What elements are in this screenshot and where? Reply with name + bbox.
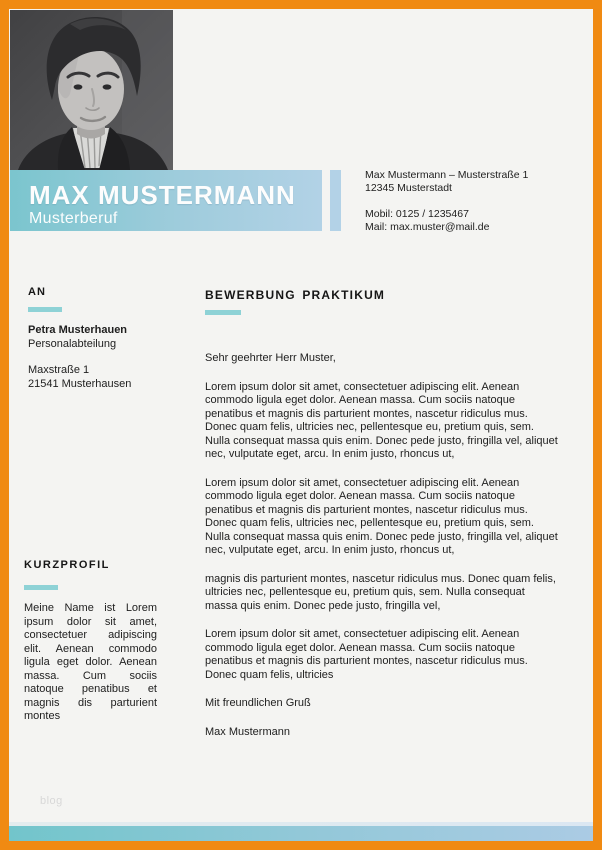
sender-mobile: Mobil: 0125 / 1235467	[365, 208, 469, 220]
letter-paragraph: Lorem ipsum dolor sit amet, consectetuer adipiscing elit. Aenean commodo ligula eget dolor. Aenean massa. Cum sociis natoque penatibus et magnis dis parturient montes, nascetur ridiculus mus. Donec quam felis, ultricies	[205, 628, 528, 681]
recipient-heading: AN	[28, 286, 46, 298]
profile-block	[24, 560, 157, 724]
sender-contact-block	[365, 169, 528, 234]
watermark-text: blog	[40, 795, 63, 807]
recipient-street: Maxstraße 1	[28, 364, 90, 376]
teal-rule	[205, 310, 241, 315]
letter-paragraph: magnis dis parturient montes, nascetur ridiculus mus. Donec quam felis, ultricies nec, pellentesque eu, pretium quis, sem. Nulla consequat massa quis enim. Donec pede justo, fringilla vel,	[205, 572, 556, 612]
letter-closing: Mit freundlichen Gruß	[205, 697, 311, 709]
recipient-city: 21541 Musterhausen	[28, 377, 132, 390]
spacer	[28, 351, 178, 364]
recipient-block	[28, 287, 178, 391]
sender-address-line1: Max Mustermann – Musterstraße 1	[365, 169, 529, 181]
spacer	[365, 195, 528, 208]
applicant-photo	[10, 10, 173, 170]
name-banner	[10, 170, 322, 231]
letter-paragraph: Lorem ipsum dolor sit amet, consectetuer adipiscing elit. Aenean commodo ligula eget dolor. Aenean massa. Cum sociis natoque penatibus et magnis dis parturient montes, nascetur ridiculus mus. Donec quam felis, ultricies nec, pellentesque eu, pretium quis, sem. Nulla consequat massa quis enim. Donec pede justo, fringilla vel, aliquet nec, vulputate eget, arcu. In enim justo, rhoncus ut,	[205, 476, 558, 556]
sender-mail: Mail: max.muster@mail.de	[365, 221, 490, 233]
applicant-job-title: Musterberuf	[29, 210, 118, 227]
profile-text: Meine Name ist Lorem ipsum dolor sit amet, consectetuer adipiscing elit. Aenean commodo ligula eget dolor. Aenean massa. Cum sociis natoque penatibus et magnis dis parturient montes	[24, 602, 157, 722]
portrait-photo-image	[10, 10, 173, 170]
profile-heading: KURZPROFIL	[24, 559, 110, 571]
footer-accent-bar	[9, 826, 593, 841]
letter-salutation: Sehr geehrter Herr Muster,	[205, 352, 336, 364]
letter-paragraph: Lorem ipsum dolor sit amet, consectetuer adipiscing elit. Aenean commodo ligula eget dolor. Aenean massa. Cum sociis natoque penatibus et magnis dis parturient montes, nascetur ridiculus mus. Donec quam felis, ultricies nec, pellentesque eu, pretium quis, sem. Nulla consequat massa quis enim. Donec pede justo, fringilla vel, aliquet nec, vulputate eget, arcu. In enim justo, rhoncus ut,	[205, 380, 558, 460]
banner-accent-bar	[330, 170, 341, 231]
teal-rule	[24, 585, 58, 590]
letter-body	[205, 289, 559, 739]
letter-signature: Max Mustermann	[205, 725, 290, 738]
teal-rule	[28, 307, 62, 312]
recipient-department: Personalabteilung	[28, 337, 117, 350]
applicant-name: MAX MUSTERMANN	[29, 180, 296, 210]
recipient-name: Petra Musterhauen	[28, 324, 128, 336]
sender-address-line2: 12345 Musterstadt	[365, 182, 452, 194]
letter-heading: BEWERBUNG PRAKTIKUM	[205, 288, 386, 302]
